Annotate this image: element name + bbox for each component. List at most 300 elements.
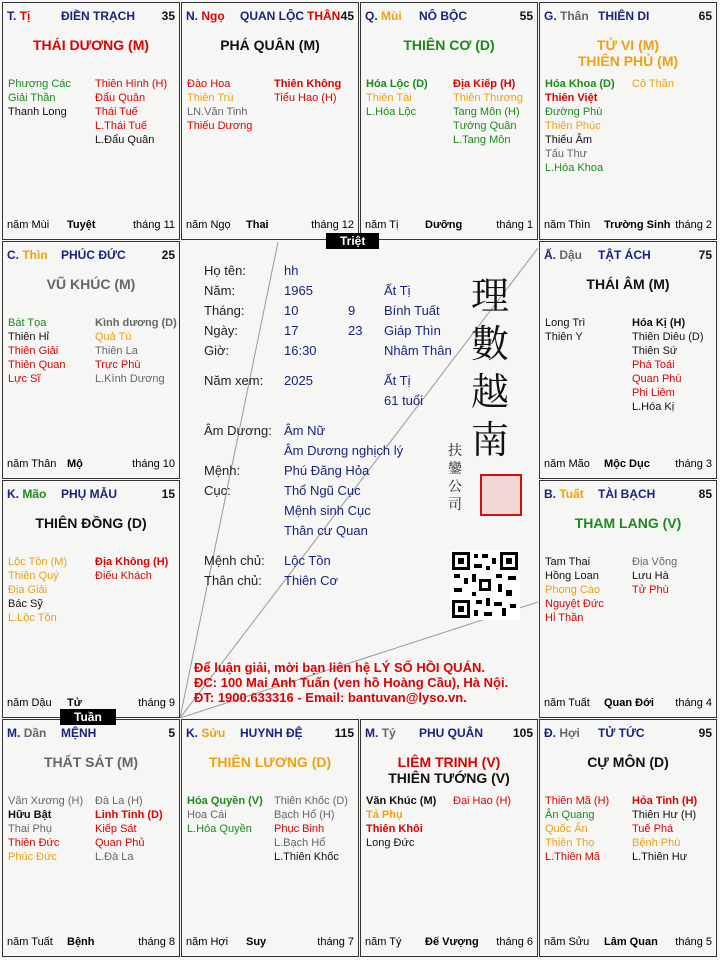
main-stars (3, 37, 179, 53)
minor-star: L.Thái Tuế (95, 120, 147, 132)
palace-header (7, 487, 175, 503)
minor-star: L.Thiên Mã (545, 851, 601, 863)
minor-stars-left (8, 794, 83, 864)
minor-star: Phúc Đức (8, 851, 57, 863)
minor-star: Tiểu Hao (H) (274, 92, 337, 104)
palace-footer (7, 936, 175, 950)
footer-month: tháng 4 (675, 697, 712, 709)
palace-stem: G. (544, 9, 557, 23)
footer-month: tháng 3 (675, 458, 712, 470)
minor-star: Văn Xương (H) (8, 795, 84, 807)
palace-footer (544, 219, 712, 233)
footer-year: năm Hợi (186, 936, 229, 948)
footer-year: năm Tị (365, 219, 399, 231)
view-year-label: Năm xem: (204, 373, 264, 388)
minor-star: Đào Hoa (187, 78, 231, 90)
main-star: CỰ MÔN (D) (587, 754, 669, 770)
main-star: THẤT SÁT (M) (43, 754, 139, 770)
palace-header (186, 9, 354, 25)
cuc-note-2: Thân cư Quan (284, 523, 368, 538)
cuc-label: Cục: (204, 483, 231, 498)
minor-star: Thiên Mã (H) (545, 795, 610, 807)
palace-header (544, 9, 712, 25)
minor-star: Quốc Ấn (545, 823, 588, 835)
palace-branch (365, 9, 402, 23)
main-stars (182, 37, 358, 53)
palace-stem: Đ. (544, 726, 556, 740)
palace-age-number: 115 (334, 726, 354, 740)
minor-star: Hồng Loan (545, 570, 599, 582)
palace-ti (2, 2, 180, 240)
minor-star: L.Thiên Hư (632, 851, 688, 863)
minor-star: Đẩu Quân (95, 92, 146, 104)
palace-name: MỆNH (61, 726, 97, 740)
palace-age-number: 5 (168, 726, 175, 740)
palace-branch (544, 726, 580, 740)
minor-star: Địa Giải (8, 584, 48, 596)
palace-ty (360, 719, 538, 957)
main-stars (540, 754, 716, 770)
minor-star: Thiên Hư (H) (632, 809, 697, 821)
footer-stage: Suy (246, 936, 267, 948)
minor-star: Tuế Phá (632, 823, 674, 835)
palace-footer (186, 219, 354, 233)
minor-star: Đà La (H) (95, 795, 143, 807)
center-info-panel (180, 242, 538, 718)
minor-star: L.Thiên Khốc (274, 851, 339, 863)
minor-star: Thái Tuế (95, 106, 138, 118)
palace-footer (7, 458, 175, 472)
minor-stars-right (95, 555, 168, 583)
minor-stars-left (187, 794, 263, 836)
footer-month: tháng 5 (675, 936, 712, 948)
palace-header (7, 9, 175, 25)
main-star: THIÊN LƯƠNG (D) (208, 754, 332, 770)
minor-star: Tấu Thư (545, 148, 588, 160)
footer-month: tháng 9 (138, 697, 175, 709)
minor-stars-left (187, 77, 252, 133)
minor-star: Quan Phủ (95, 837, 145, 849)
minor-star: Thiếu Âm (545, 134, 593, 146)
minor-star: Bạch Hổ (H) (274, 809, 335, 821)
month-solar: 10 (284, 303, 299, 318)
main-star: THIÊN PHỦ (M) (577, 53, 679, 69)
day-label: Ngày: (204, 323, 238, 338)
palace-header (7, 726, 175, 742)
palace-mui (360, 2, 538, 240)
minor-star: Phá Toái (632, 359, 675, 371)
palace-age-number: 65 (698, 9, 712, 23)
palace-name: THIÊN DI (598, 9, 650, 23)
minor-star: Lộc Tồn (M) (8, 556, 68, 568)
month-lunar: 9 (348, 303, 356, 318)
footer-year: năm Tuất (7, 936, 53, 948)
minor-stars-right (274, 77, 341, 105)
footer-stage: Lâm Quan (604, 936, 658, 948)
palace-branch (544, 248, 582, 262)
palace-name: NÔ BỘC (419, 9, 467, 23)
minor-star: Thiên Trù (187, 92, 234, 104)
main-stars (361, 37, 537, 53)
minor-stars-right (453, 794, 511, 808)
palace-branch (7, 726, 46, 740)
palace-age-number: 35 (161, 9, 175, 23)
minor-star: Phong Cáo (545, 584, 601, 596)
palace-age-number: 85 (698, 487, 712, 501)
footer-month: tháng 1 (496, 219, 533, 231)
palace-branch-name: Tý (381, 726, 396, 740)
minor-star: Thiên Sứ (632, 345, 678, 357)
footer-month: tháng 10 (132, 458, 175, 470)
seal-char-3: 越 (470, 370, 509, 414)
main-star: PHÁ QUÂN (M) (220, 37, 320, 53)
palace-branch (544, 487, 584, 501)
minor-star: L.Lộc Tồn (8, 612, 57, 624)
minor-star: L.Hóa Kị (632, 401, 675, 413)
yin-yang-label: Âm Dương: (204, 423, 272, 438)
palace-age-number: 105 (512, 726, 533, 740)
body-lord-value: Thiên Cơ (284, 573, 339, 588)
palace-branch (7, 248, 48, 262)
palace-branch-name: Tị (19, 9, 31, 23)
minor-star: Thiên Quý (8, 570, 59, 582)
palace-stem: B. (544, 487, 556, 501)
palace-name: PHỤ MẪU (61, 487, 117, 501)
minor-star: L.Hóa Khoa (545, 162, 604, 174)
palace-age-number: 15 (161, 487, 175, 501)
red-stamp (480, 474, 522, 516)
main-stars (540, 37, 716, 69)
palace-name: HUYNH ĐỆ (240, 726, 303, 740)
footer-stage: Trường Sinh (604, 219, 671, 231)
cuc-note-1: Mệnh sinh Cục (284, 503, 371, 518)
minor-stars-right (453, 77, 523, 147)
minor-star: Quan Phù (632, 373, 682, 385)
minor-star: Thiên La (95, 345, 138, 357)
tuan-tag: Tuần (60, 709, 116, 725)
palace-name: TỬ TỨC (598, 726, 645, 740)
triet-tag: Triệt (326, 233, 379, 249)
contact-line-3: ĐT: 1900.633316 - Email: bantuvan@lyso.vn. (194, 690, 467, 705)
month-can-chi: Bính Tuất (384, 303, 440, 318)
minor-stars-left (366, 794, 436, 850)
minor-star: Kiếp Sát (95, 823, 137, 835)
minor-stars-left (545, 77, 615, 175)
minor-star: Thiên Thọ (545, 837, 595, 849)
palace-header (7, 248, 175, 264)
palace-dau (539, 241, 717, 479)
palace-ngo (181, 2, 359, 240)
minor-star: Long Trì (545, 317, 586, 329)
footer-stage: Mộ (67, 458, 83, 470)
main-stars (3, 276, 179, 292)
minor-star: L.Đẩu Quân (95, 134, 155, 146)
footer-year: năm Mùi (7, 219, 50, 231)
minor-star: Bệnh Phù (632, 837, 681, 849)
footer-month: tháng 7 (317, 936, 354, 948)
footer-year: năm Ngọ (186, 219, 231, 231)
minor-star: Thiên Khôi (366, 823, 423, 835)
main-star: THÁI ÂM (M) (586, 276, 670, 292)
footer-year: năm Tý (365, 936, 402, 948)
minor-stars-left (545, 794, 609, 864)
palace-header (365, 9, 533, 25)
minor-star: Nguyệt Đức (545, 598, 604, 610)
minor-stars-right (632, 77, 674, 91)
main-star: THIÊN TƯỚNG (V) (388, 770, 510, 786)
minor-star: Hữu Bật (8, 809, 52, 821)
body-lord-label: Thân chủ: (204, 573, 262, 588)
minor-star: Thiên Không (274, 78, 342, 90)
minor-star: Địa Kiếp (H) (453, 78, 516, 90)
minor-star: Long Đức (366, 837, 415, 849)
minor-stars-right (95, 794, 163, 864)
minor-star: Cô Thần (632, 78, 674, 90)
palace-branch (544, 9, 589, 23)
main-stars (3, 515, 179, 531)
footer-year: năm Mão (544, 458, 590, 470)
minor-star: Giải Thần (8, 92, 56, 104)
minor-stars-right (95, 77, 167, 147)
palace-age-number: 95 (698, 726, 712, 740)
footer-stage: Tuyệt (67, 219, 96, 231)
palace-branch-name: Thìn (22, 248, 48, 262)
footer-month: tháng 6 (496, 936, 533, 948)
palace-branch-name: Ngọ (201, 9, 225, 23)
footer-year: năm Sửu (544, 936, 590, 948)
minor-star: L.Đà La (95, 851, 134, 863)
day-can-chi: Giáp Thìn (384, 323, 441, 338)
minor-star: Tam Thai (545, 556, 591, 568)
minor-stars-right (95, 316, 177, 386)
footer-stage: Bệnh (67, 936, 95, 948)
palace-stem: M. (365, 726, 379, 740)
palace-hoi (539, 719, 717, 957)
palace-branch-name: Thân (560, 9, 589, 23)
main-stars (361, 754, 537, 786)
minor-star: Quả Tú (95, 331, 132, 343)
contact-block (194, 660, 508, 705)
main-star: THÁI DƯƠNG (M) (32, 37, 150, 53)
minor-star: Thiên Y (545, 331, 583, 343)
minor-star: Thiên Việt (545, 92, 598, 104)
palace-tuat (539, 480, 717, 718)
qr-code (450, 550, 520, 620)
minor-star: Kình dương (D) (95, 317, 177, 329)
destiny-value: Phú Đăng Hỏa (284, 463, 370, 478)
palace-mao (2, 480, 180, 718)
palace-than (539, 2, 717, 240)
palace-stem: Ấ. (544, 248, 556, 262)
minor-star: Thiên Diêu (D) (632, 331, 704, 343)
year-label: Năm: (204, 283, 236, 298)
minor-star: Tướng Quân (453, 120, 517, 132)
minor-star: Hỏa Tinh (H) (632, 795, 698, 807)
palace-branch-name: Hợi (559, 726, 580, 740)
minor-star: Tả Phụ (366, 809, 403, 821)
footer-stage: Dưỡng (425, 219, 463, 231)
year-value: 1965 (284, 283, 313, 298)
palace-name: ĐIỀN TRẠCH (61, 9, 135, 23)
minor-star: Thiên Đức (8, 837, 60, 849)
palace-header (186, 726, 354, 742)
seal-char-1: 理 (470, 274, 509, 318)
minor-stars-right (632, 555, 677, 597)
minor-star: Thiên Tài (366, 92, 412, 104)
minor-stars-left (8, 77, 71, 119)
minor-star: Trực Phù (95, 359, 141, 371)
footer-stage: Tử (67, 697, 82, 709)
minor-star: L.Hóa Quyền (187, 823, 252, 835)
minor-stars-right (632, 794, 697, 864)
minor-stars-left (8, 316, 65, 386)
minor-star: Thiên Hình (H) (95, 78, 168, 90)
minor-star: Thiếu Dương (187, 120, 253, 132)
palace-stem: K. (7, 487, 19, 501)
palace-stem: N. (186, 9, 198, 23)
seal-char-2: 數 (470, 322, 509, 366)
minor-star: Bát Tọa (8, 317, 47, 329)
minor-star: Thiên Phúc (545, 120, 601, 132)
palace-header (544, 248, 712, 264)
palace-stem: K. (186, 726, 198, 740)
minor-star: Địa Võng (632, 556, 678, 568)
minor-star: Địa Không (H) (95, 556, 169, 568)
minor-star: Thiên Hỉ (8, 331, 49, 343)
minor-star: Lực Sĩ (8, 373, 41, 385)
minor-star: Văn Khúc (M) (366, 795, 437, 807)
minor-stars-right (274, 794, 348, 864)
palace-name: PHU QUÂN (419, 726, 484, 740)
minor-star: Tang Môn (H) (453, 106, 520, 118)
minor-star: Ân Quang (545, 809, 595, 821)
minor-star: Lưu Hà (632, 570, 669, 582)
palace-branch-name: Dậu (559, 248, 583, 262)
name-value: hh (284, 263, 299, 278)
footer-year: năm Thân (7, 458, 57, 470)
minor-star: L.Bạch Hổ (274, 837, 326, 849)
main-star: LIÊM TRINH (V) (397, 754, 501, 770)
footer-year: năm Thìn (544, 219, 591, 231)
palace-name: TẬT ÁCH (598, 248, 651, 262)
palace-age-number: 55 (519, 9, 533, 23)
minor-star: Hóa Lộc (D) (366, 78, 428, 90)
minor-star: Thai Phụ (8, 823, 53, 835)
minor-stars-left (8, 555, 67, 625)
palace-age-number: 25 (161, 248, 175, 262)
main-star: TỬ VI (M) (596, 37, 660, 53)
destiny-label: Mệnh: (204, 463, 241, 478)
main-star: VŨ KHÚC (M) (46, 276, 136, 292)
palace-footer (544, 458, 712, 472)
minor-star: Phượng Các (8, 78, 71, 90)
palace-age-number: 45 (340, 9, 354, 23)
palace-name: TÀI BẠCH (598, 487, 656, 501)
minor-star: Tử Phù (632, 584, 669, 596)
yin-yang-value: Âm Nữ (284, 423, 326, 438)
minor-stars-right (632, 316, 704, 414)
footer-year: năm Tuất (544, 697, 590, 709)
palace-stem: Q. (365, 9, 378, 23)
palace-branch-name: Mùi (381, 9, 402, 23)
palace-name: QUAN LỘC (240, 9, 304, 23)
minor-star: Phi Liêm (632, 387, 675, 399)
palace-branch (7, 9, 30, 23)
hour-value: 16:30 (284, 343, 317, 358)
name-label: Họ tên: (204, 263, 246, 278)
seal-subtitle: 扶鑾公司 (448, 443, 462, 513)
minor-star: Bác Sỹ (8, 598, 43, 610)
palace-footer (7, 219, 175, 233)
hour-can-chi: Nhâm Thân (384, 343, 452, 358)
year-can-chi: Ất Tị (384, 283, 411, 298)
palace-header (544, 487, 712, 503)
minor-star: Hoa Cái (187, 809, 227, 821)
view-year-value: 2025 (284, 373, 313, 388)
month-label: Tháng: (204, 303, 245, 318)
minor-star: Thiên Khốc (D) (274, 795, 348, 807)
palace-footer (544, 936, 712, 950)
main-star: THAM LANG (V) (574, 515, 682, 531)
palace-branch-name: Dần (23, 726, 47, 740)
minor-star: Hỉ Thần (545, 612, 584, 624)
palace-branch-name: Sửu (201, 726, 226, 740)
minor-star: Phục Binh (274, 823, 325, 835)
palace-branch (186, 726, 225, 740)
footer-stage: Mộc Dục (604, 458, 650, 470)
minor-star: L.Hóa Lộc (366, 106, 417, 118)
palace-thin (2, 241, 180, 479)
body-palace-tag: THÂN (307, 9, 341, 23)
minor-star: Linh Tinh (D) (95, 809, 163, 821)
contact-line-2: ĐC: 100 Mai Anh Tuấn (ven hồ Hoàng Cầu), Hà Nội. (194, 675, 509, 690)
destiny-lord-label: Mệnh chủ: (204, 553, 265, 568)
palace-branch (365, 726, 396, 740)
palace-branch (7, 487, 46, 501)
minor-star: L.Kình Dương (95, 373, 165, 385)
seal-calligraphy (465, 272, 515, 464)
minor-stars-left (545, 316, 585, 344)
yin-yang-note: Âm Dương nghịch lý (284, 443, 404, 458)
palace-stem: C. (7, 248, 19, 262)
minor-star: Thiên Quan (8, 359, 66, 371)
footer-month: tháng 8 (138, 936, 175, 948)
minor-star: Thiên Thương (453, 92, 524, 104)
minor-star: Đại Hao (H) (453, 795, 512, 807)
minor-star: LN.Văn Tinh (187, 106, 248, 118)
palace-footer (544, 697, 712, 711)
age-value: 61 tuổi (384, 393, 424, 408)
palace-header (544, 726, 712, 742)
palace-suu (181, 719, 359, 957)
main-stars (3, 754, 179, 770)
footer-year: năm Dậu (7, 697, 52, 709)
footer-month: tháng 11 (132, 219, 175, 231)
day-lunar: 23 (348, 323, 363, 338)
minor-star: Thanh Long (8, 106, 67, 118)
footer-month: tháng 2 (675, 219, 712, 231)
footer-stage: Quan Đới (604, 697, 654, 709)
main-stars (540, 276, 716, 292)
palace-footer (365, 219, 533, 233)
palace-branch-name: Tuất (559, 487, 584, 501)
minor-star: Hóa Kị (H) (632, 317, 686, 329)
minor-star: Điếu Khách (95, 570, 152, 582)
main-stars (540, 515, 716, 531)
main-stars (182, 754, 358, 770)
palace-footer (365, 936, 533, 950)
footer-stage: Thai (246, 219, 269, 231)
